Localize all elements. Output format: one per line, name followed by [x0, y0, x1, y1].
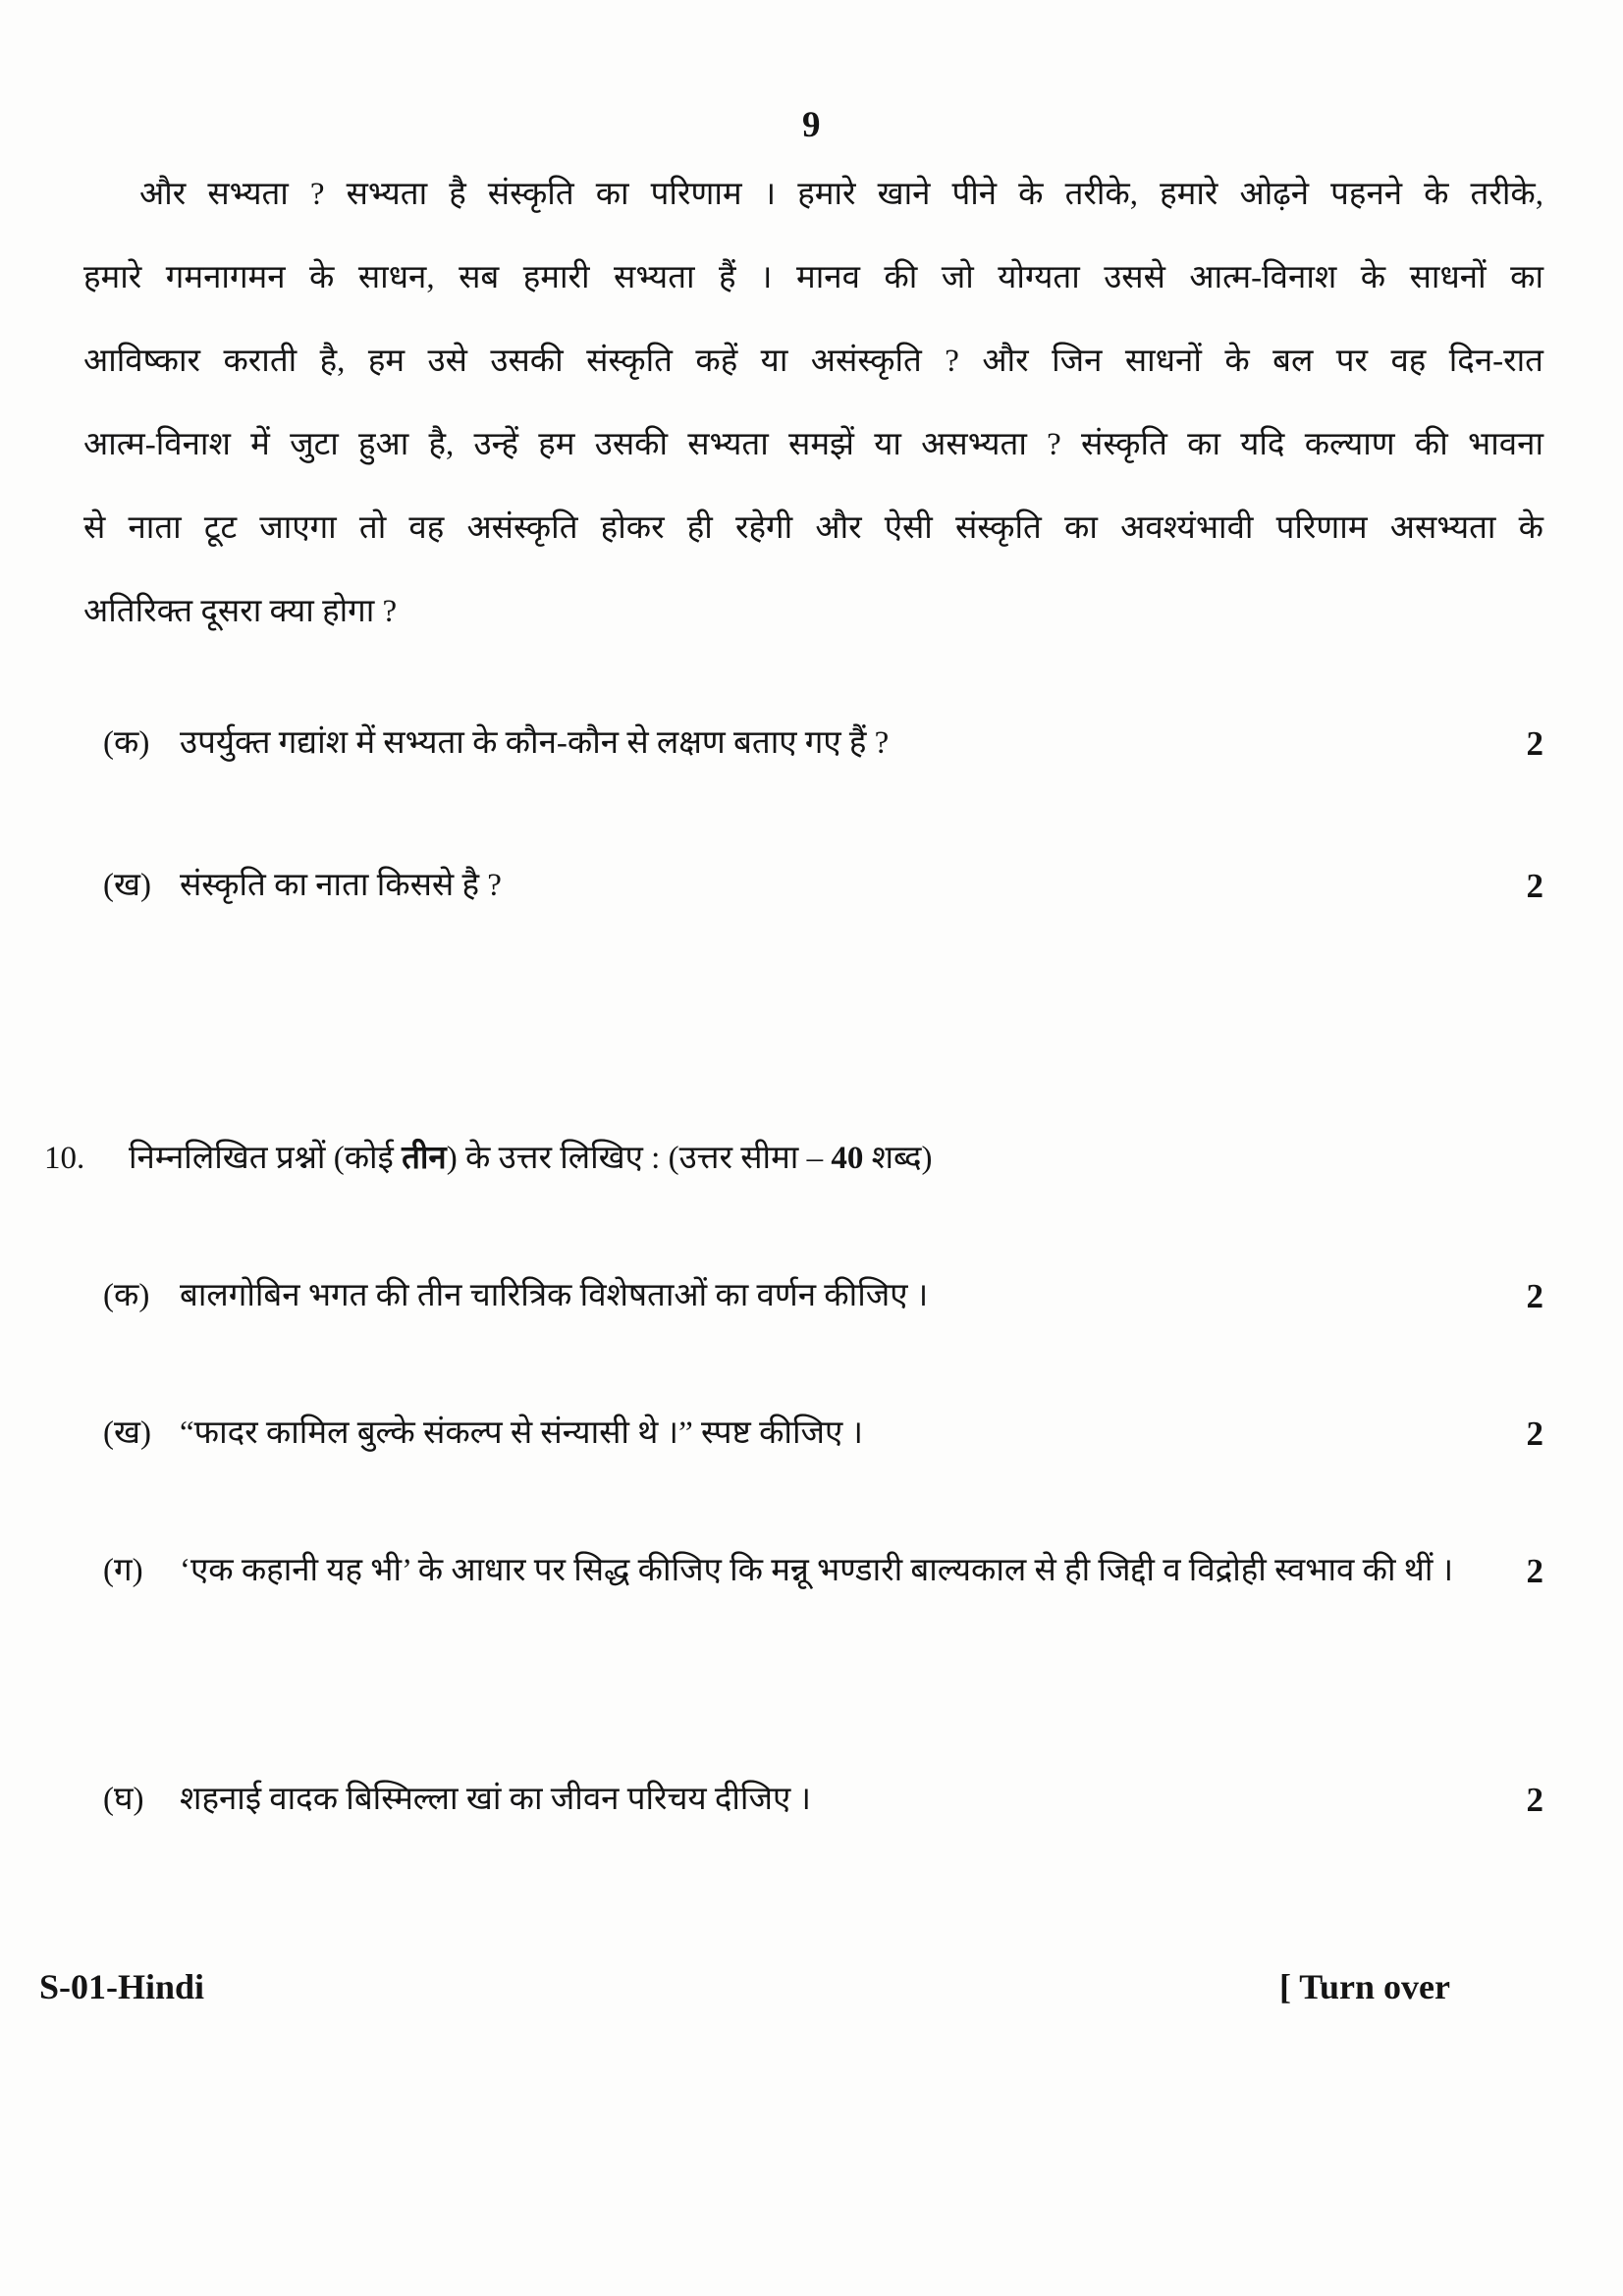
question-label: (क)	[103, 1278, 150, 1313]
passage-question-kha	[103, 844, 1543, 928]
passage	[83, 153, 1543, 654]
question-text-bold: तीन	[402, 1141, 447, 1176]
question-label: (ग)	[103, 1553, 143, 1588]
passage-line: आत्म-विनाश में जुटा हुआ है, उन्हें हम उसकी सभ्यता समझें या असभ्यता ? संस्कृति का यदि कल्याण की भावना	[83, 427, 1543, 462]
passage-line: अतिरिक्त दूसरा क्या होगा ?	[83, 594, 398, 629]
passage-line: और सभ्यता ? सभ्यता है संस्कृति का परिणाम । हमारे खाने पीने के तरीके, हमारे ओढ़ने पहनने के तरीके,	[139, 177, 1543, 212]
question-label: (ख)	[103, 868, 151, 903]
question-text-part: शब्द)	[863, 1141, 933, 1176]
question-number: 10.	[44, 1141, 85, 1176]
sub-question-gha	[103, 1758, 1543, 1842]
question-text: “फादर कामिल बुल्के संकल्प से संन्यासी थे ।” स्पष्ट कीजिए ।	[180, 1415, 863, 1451]
passage-question-ka	[103, 702, 1543, 785]
question-label: (घ)	[103, 1782, 144, 1817]
question-text: बालगोबिन भगत की तीन चारित्रिक विशेषताओं का वर्णन कीजिए ।	[180, 1278, 929, 1313]
sub-question-ga	[103, 1529, 1543, 1613]
question-text: ‘एक कहानी यह भी’ के आधार पर सिद्ध कीजिए कि मन्नू भण्डारी बाल्यकाल से ही जिद्दी व विद्रोही स्वभाव की थीं ।	[180, 1553, 1454, 1588]
turn-over-note: [ Turn over	[1278, 1967, 1450, 2006]
question-marks: 2	[1526, 867, 1543, 905]
passage-line: हमारे गमनागमन के साधन, सब हमारी सभ्यता हैं । मानव की जो योग्यता उससे आत्म-विनाश के साधनों का	[83, 260, 1543, 295]
question-text	[129, 1117, 1543, 1201]
page-number: 9	[802, 105, 821, 145]
question-text-bold: 40	[831, 1141, 864, 1176]
question-text: शहनाई वादक बिस्मिल्ला खां का जीवन परिचय दीजिए ।	[180, 1782, 811, 1817]
question-marks: 2	[1526, 1415, 1543, 1453]
passage-line: से नाता टूट जाएगा तो वह असंस्कृति होकर ही रहेगी और ऐसी संस्कृति का अवश्यंभावी परिणाम असभ्यता के	[83, 510, 1543, 546]
question-label: (ख)	[103, 1415, 151, 1451]
question-text-part: ) के उत्तर लिखिए : (उत्तर सीमा –	[446, 1141, 832, 1176]
sub-question-ka	[103, 1255, 1543, 1338]
question-marks: 2	[1526, 1781, 1543, 1819]
sub-question-kha	[103, 1392, 1543, 1475]
question-marks: 2	[1526, 724, 1543, 763]
question-10	[44, 1117, 1543, 1201]
question-text-part: निम्नलिखित प्रश्नों (कोई	[129, 1141, 403, 1176]
question-marks: 2	[1526, 1277, 1543, 1315]
question-label: (क)	[103, 725, 150, 761]
question-text: संस्कृति का नाता किससे है ?	[180, 868, 502, 903]
paper-code: S-01-Hindi	[39, 1967, 205, 2006]
passage-line: आविष्कार कराती है, हम उसे उसकी संस्कृति कहें या असंस्कृति ? और जिन साधनों के बल पर वह दिन-रात	[83, 344, 1543, 379]
question-text: उपर्युक्त गद्यांश में सभ्यता के कौन-कौन से लक्षण बताए गए हैं ?	[180, 725, 890, 761]
question-marks: 2	[1526, 1552, 1543, 1590]
